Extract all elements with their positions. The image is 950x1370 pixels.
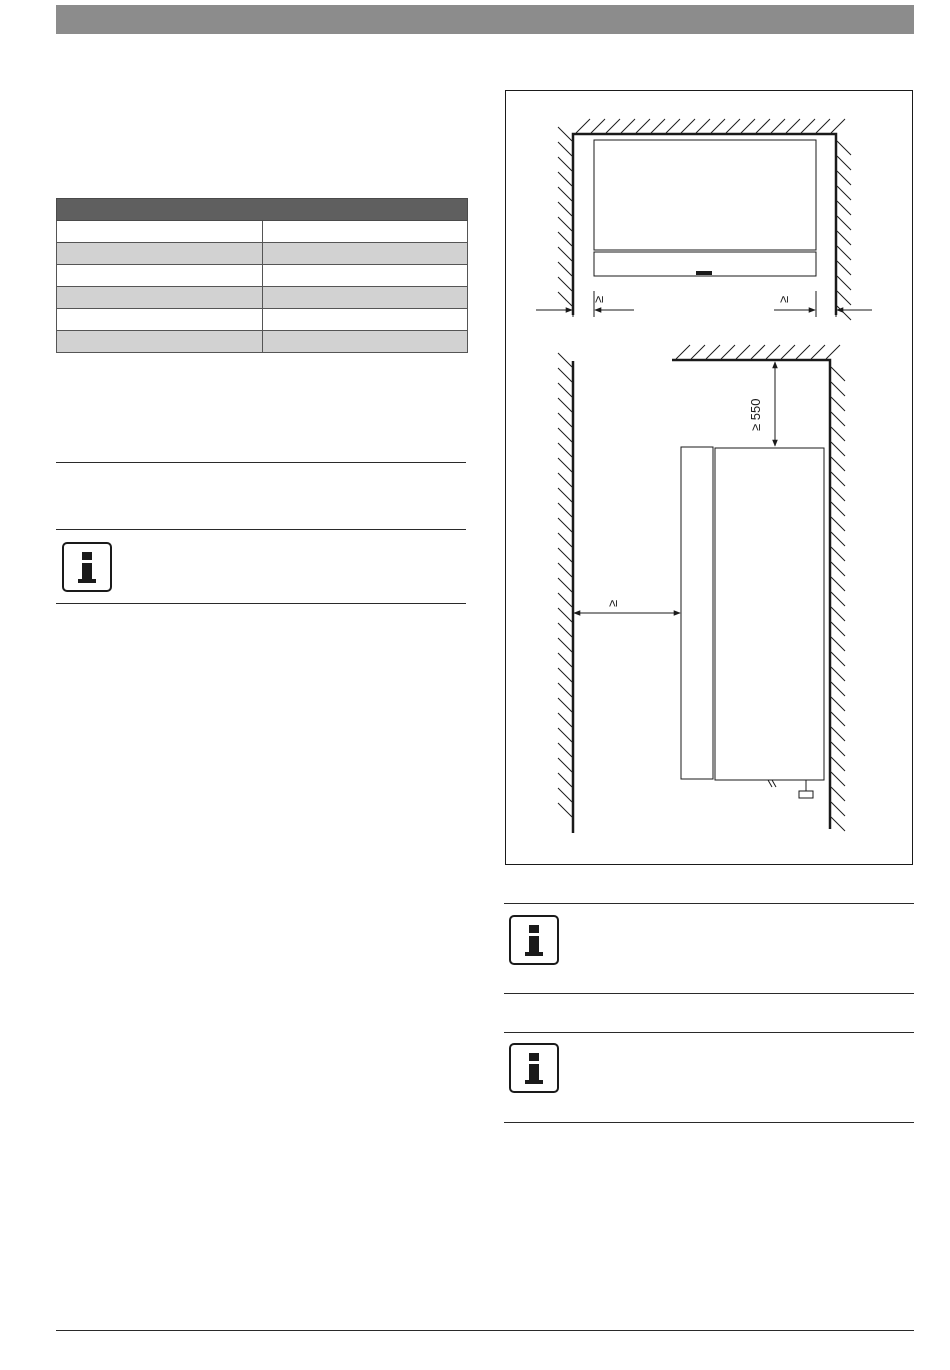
wall-hatch xyxy=(558,803,572,817)
clearance-label-top-left: ≥ xyxy=(591,295,606,303)
info-icon xyxy=(62,542,112,592)
wall-hatch xyxy=(558,623,572,637)
divider xyxy=(504,903,914,904)
wall-hatch xyxy=(696,119,710,133)
wall-hatch xyxy=(558,758,572,772)
wall-hatch xyxy=(831,607,845,621)
wall-hatch xyxy=(831,442,845,456)
wall-hatch xyxy=(558,518,572,532)
wall-hatch xyxy=(831,622,845,636)
wall-hatch xyxy=(558,383,572,397)
wall-hatch xyxy=(837,171,851,185)
wall-hatch xyxy=(831,502,845,516)
wall-hatch xyxy=(831,517,845,531)
table-header xyxy=(57,199,468,221)
wall-hatch xyxy=(558,608,572,622)
wall-hatch xyxy=(837,291,851,305)
wall-hatch xyxy=(558,653,572,667)
wall-hatch xyxy=(558,473,572,487)
wall-hatch xyxy=(606,119,620,133)
spec-table xyxy=(56,198,468,353)
table-cell xyxy=(262,287,468,309)
wall-hatch xyxy=(786,119,800,133)
footer-rule xyxy=(56,1330,914,1331)
wall-hatch xyxy=(831,592,845,606)
info-icon xyxy=(509,1043,559,1093)
wall-hatch xyxy=(721,345,735,359)
table-cell xyxy=(57,287,263,309)
table-row xyxy=(57,287,468,309)
wall-hatch xyxy=(837,186,851,200)
wall-hatch xyxy=(666,119,680,133)
divider xyxy=(504,993,914,994)
wall-hatch xyxy=(831,787,845,801)
wall-hatch xyxy=(558,713,572,727)
wall-hatch xyxy=(558,668,572,682)
wall-hatch xyxy=(558,743,572,757)
wall-hatch xyxy=(781,345,795,359)
table-cell xyxy=(262,221,468,243)
table-header-row xyxy=(57,199,468,221)
wall-hatch xyxy=(558,247,572,261)
wall-hatch xyxy=(726,119,740,133)
header-bar xyxy=(56,5,914,34)
table-row xyxy=(57,265,468,287)
wall-hatch xyxy=(831,427,845,441)
wall-hatch xyxy=(801,119,815,133)
wall-hatch xyxy=(558,202,572,216)
table-cell xyxy=(57,331,263,353)
divider xyxy=(504,1032,914,1033)
wall-hatch xyxy=(811,345,825,359)
wall-hatch xyxy=(831,802,845,816)
clearance-label-side: ≥ xyxy=(605,599,620,607)
wall-hatch xyxy=(741,119,755,133)
wall-hatch xyxy=(771,119,785,133)
wall-hatch xyxy=(766,345,780,359)
table-cell xyxy=(57,221,263,243)
wall-hatch xyxy=(558,563,572,577)
wall-hatch xyxy=(831,367,845,381)
wall-hatch xyxy=(831,772,845,786)
wall-hatch xyxy=(676,345,690,359)
wall-hatch xyxy=(558,698,572,712)
wall-hatch xyxy=(831,382,845,396)
wall-hatch xyxy=(831,472,845,486)
table-row xyxy=(57,331,468,353)
wall-hatch xyxy=(558,428,572,442)
wall-hatch xyxy=(837,201,851,215)
wall-hatch xyxy=(831,637,845,651)
wall-hatch xyxy=(756,119,770,133)
table-cell xyxy=(262,265,468,287)
info-icon xyxy=(509,915,559,965)
wall-hatch xyxy=(576,119,590,133)
wall-hatch xyxy=(751,345,765,359)
wall-hatch xyxy=(681,119,695,133)
wall-hatch xyxy=(831,757,845,771)
wall-hatch xyxy=(831,119,845,133)
wall-hatch xyxy=(558,232,572,246)
wall-hatch xyxy=(837,141,851,155)
wall-hatch xyxy=(816,119,830,133)
table-cell xyxy=(57,243,263,265)
wall-hatch xyxy=(558,368,572,382)
wall-hatch xyxy=(558,292,572,306)
wall-hatch xyxy=(558,638,572,652)
wall-hatch xyxy=(558,443,572,457)
clearance-label-top-right: ≥ xyxy=(776,295,791,303)
wall-hatch xyxy=(558,548,572,562)
wall-hatch xyxy=(558,262,572,276)
wall-hatch xyxy=(831,682,845,696)
wall-hatch xyxy=(691,345,705,359)
wall-hatch xyxy=(837,276,851,290)
wall-hatch xyxy=(558,127,572,141)
wall-hatch xyxy=(558,788,572,802)
wall-hatch xyxy=(831,742,845,756)
wall-hatch xyxy=(591,119,605,133)
table-cell xyxy=(262,331,468,353)
wall-hatch xyxy=(558,533,572,547)
wall-hatch xyxy=(558,413,572,427)
divider xyxy=(56,462,466,463)
wall-hatch xyxy=(831,697,845,711)
wall-hatch xyxy=(831,457,845,471)
wall-hatch xyxy=(837,261,851,275)
wall-hatch xyxy=(558,217,572,231)
wall-hatch xyxy=(651,119,665,133)
wall-hatch xyxy=(831,412,845,426)
table-row xyxy=(57,309,468,331)
wall-hatch xyxy=(621,119,635,133)
wall-hatch xyxy=(558,172,572,186)
wall-hatch xyxy=(837,246,851,260)
wall-hatch xyxy=(558,187,572,201)
wall-hatch xyxy=(558,458,572,472)
table-cell xyxy=(57,309,263,331)
wall-hatch xyxy=(558,728,572,742)
wall-hatch xyxy=(558,683,572,697)
wall-hatch xyxy=(837,216,851,230)
wall-hatch xyxy=(558,157,572,171)
wall-hatch xyxy=(831,577,845,591)
wall-hatch xyxy=(558,353,572,367)
wall-hatch xyxy=(837,231,851,245)
wall-hatch xyxy=(831,727,845,741)
wall-hatch xyxy=(558,398,572,412)
wall-hatch xyxy=(736,345,750,359)
table-row xyxy=(57,243,468,265)
wall-hatch xyxy=(831,487,845,501)
wall-hatch xyxy=(837,306,851,320)
table-cell xyxy=(262,309,468,331)
wall-hatch xyxy=(831,652,845,666)
wall-hatch xyxy=(558,773,572,787)
table-cell xyxy=(57,265,263,287)
clearance-figure xyxy=(505,90,913,865)
table-cell xyxy=(262,243,468,265)
wall-hatch xyxy=(831,817,845,831)
wall-hatch xyxy=(558,277,572,291)
wall-hatch xyxy=(831,562,845,576)
wall-hatch xyxy=(558,578,572,592)
clearance-drawing xyxy=(506,91,914,866)
wall-hatch xyxy=(826,345,840,359)
divider xyxy=(56,603,466,604)
wall-hatch xyxy=(558,503,572,517)
divider xyxy=(56,529,466,530)
wall-hatch xyxy=(831,667,845,681)
wall-hatch xyxy=(831,532,845,546)
wall-hatch xyxy=(558,488,572,502)
wall-hatch xyxy=(831,547,845,561)
wall-hatch xyxy=(796,345,810,359)
wall-hatch xyxy=(558,593,572,607)
wall-hatch xyxy=(837,156,851,170)
divider xyxy=(504,1122,914,1123)
wall-hatch xyxy=(711,119,725,133)
wall-hatch xyxy=(636,119,650,133)
wall-hatch xyxy=(831,712,845,726)
wall-hatch xyxy=(706,345,720,359)
wall-hatch xyxy=(831,397,845,411)
clearance-label-above: ≥ 550 xyxy=(748,398,763,431)
wall-hatch xyxy=(558,142,572,156)
table-row xyxy=(57,221,468,243)
